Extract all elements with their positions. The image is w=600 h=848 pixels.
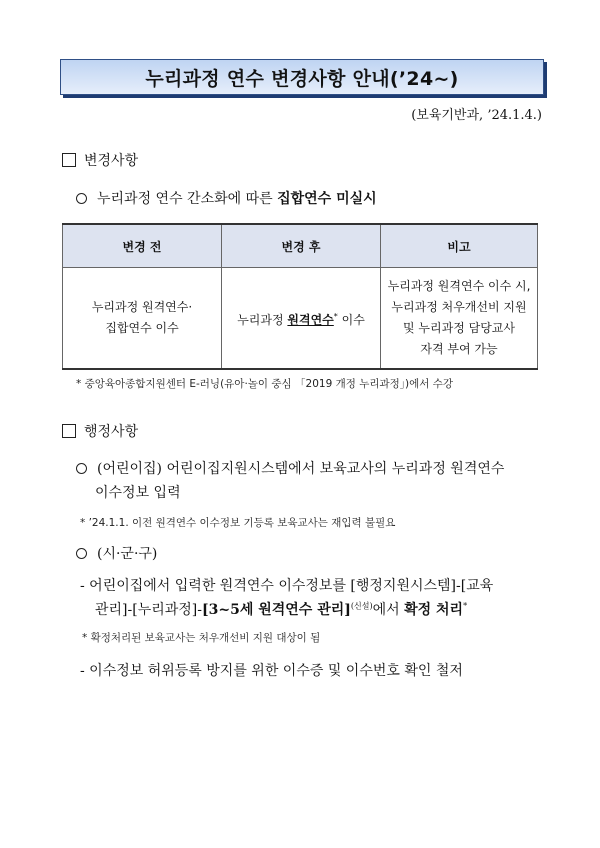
cell-after-prefix: 누리과정 bbox=[237, 312, 288, 327]
page-title: 누리과정 연수 변경사항 안내(’24~) bbox=[145, 67, 459, 90]
cell-remark-line: 및 누리과정 담당교사 bbox=[403, 321, 515, 335]
bullet-bold-text: 집합연수 미실시 bbox=[277, 191, 377, 207]
table-row bbox=[63, 268, 538, 370]
item-text: (시·군·구) bbox=[97, 546, 158, 562]
item-text: (어린이집) 어린이집지원시스템에서 보육교사의 누리과정 원격연수 bbox=[97, 461, 505, 477]
footnote-mark: * bbox=[333, 311, 338, 321]
cell-before-line: 집합연수 이수 bbox=[105, 321, 179, 335]
dash-item-verify: - 이수정보 허위등록 방지를 위한 이수증 및 이수번호 확인 철저 bbox=[80, 663, 463, 679]
section-admin-heading bbox=[62, 421, 138, 441]
footnote-elearning: * 중앙육아종합지원센터 E-러닝(유아·놀이 중심 「2019 개정 누리과정」)에서 수강 bbox=[76, 378, 454, 390]
cell-remark-line: 누리과정 원격연수 이수 시, bbox=[387, 279, 531, 293]
dash-text: 에서 bbox=[372, 602, 405, 618]
table-header-row bbox=[63, 224, 538, 268]
footnote-eligibility: * 확정처리된 보육교사는 처우개선비 지원 대상이 됨 bbox=[82, 632, 321, 644]
section-heading-label: 변경사항 bbox=[84, 153, 139, 169]
cell-before bbox=[63, 268, 222, 370]
admin-item-daycare-cont: 이수정보 입력 bbox=[95, 485, 181, 501]
checkbox-square-icon bbox=[62, 153, 76, 167]
header-before: 변경 전 bbox=[63, 224, 222, 268]
cell-after-bold: 원격연수 bbox=[287, 312, 334, 327]
circle-bullet-icon bbox=[76, 548, 87, 559]
cell-before-line: 누리과정 원격연수· bbox=[91, 300, 193, 314]
header-remark: 비고 bbox=[381, 224, 538, 268]
cell-remark-line: 자격 부여 가능 bbox=[420, 342, 498, 356]
section-heading-label: 행정사항 bbox=[84, 424, 139, 440]
footnote-reentry: * ’24.1.1. 이전 원격연수 이수정보 기등록 보육교사는 재입력 불필요 bbox=[80, 517, 396, 529]
new-mark: (신설) bbox=[350, 601, 373, 611]
dash-item-confirm-cont bbox=[95, 599, 467, 619]
dash-item-confirm: - 어린이집에서 입력한 원격연수 이수정보를 [행정지원시스템]-[교육 bbox=[80, 578, 494, 594]
checkbox-square-icon bbox=[62, 424, 76, 438]
dash-text: 관리]-[누리과정]- bbox=[95, 602, 202, 618]
section-changes-heading bbox=[62, 150, 138, 170]
changes-bullet bbox=[76, 188, 377, 208]
circle-bullet-icon bbox=[76, 463, 87, 474]
header-after: 변경 후 bbox=[222, 224, 381, 268]
comparison-table bbox=[62, 223, 538, 370]
department-date: (보육기반과, ’24.1.4.) bbox=[411, 108, 542, 123]
cell-remark-line: 누리과정 처우개선비 지원 bbox=[391, 300, 527, 314]
dash-bold-text: 확정 처리 bbox=[404, 602, 464, 618]
admin-item-local bbox=[76, 543, 157, 563]
title-banner bbox=[60, 59, 544, 95]
bullet-text: 누리과정 연수 간소화에 따른 bbox=[97, 191, 278, 207]
circle-bullet-icon bbox=[76, 193, 87, 204]
admin-item-daycare bbox=[76, 458, 504, 478]
footnote-mark: * bbox=[463, 601, 468, 611]
dash-bold-text: [3~5세 원격연수 관리] bbox=[202, 602, 351, 618]
cell-remark bbox=[381, 268, 538, 370]
cell-after-suffix: 이수 bbox=[337, 312, 365, 327]
cell-after bbox=[222, 268, 381, 370]
